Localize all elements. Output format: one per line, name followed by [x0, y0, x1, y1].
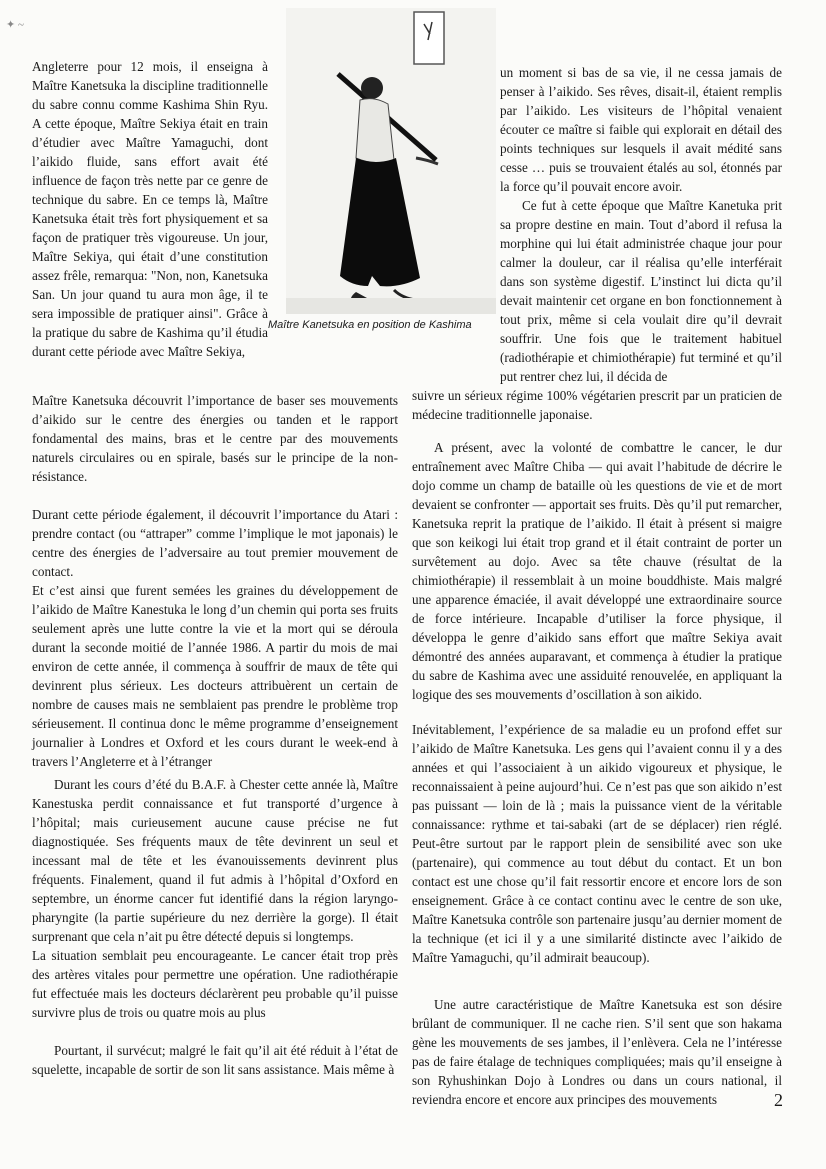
corner-mark: ✦ ~ — [6, 19, 24, 31]
page-number: 2 — [774, 1090, 783, 1110]
left-paragraph-4: Durant les cours d’été du B.A.F. à Chester cette année là, Maître Kanestuska perdit connaissance et fut transporté d’urgence à l’hôpital; mais curieusement aucune cause précise ne fut diagnostiquée. Ses fréquents maux de tête devinrent un seul et incessant mal de tête et les évanouissements devinrent plus fréquents. Finalement, quand il fut admis à l’hôpital d’Oxford en septembre, un énorme cancer fut identifié dans la région laryngo-pharyngite (la partie supérieure du nez derrière la gorge). Il était surprenant que cela n’ait pu être détecté depuis si longtemps. — [32, 777, 398, 944]
left-paragraph-6: Pourtant, il survécut; malgré le fait qu’il ait été réduit à l’état de squelette, incapable de sortir de son lit sans assistance. Mais même à — [32, 1043, 398, 1077]
left-paragraph-2: Durant cette période également, il découvrit l’importance du Atari : prendre contact (ou “attraper” comme l’implique le mot japonais) le centre des énergies de l’adversaire au tout premier mouvement de contact. — [32, 507, 398, 579]
left-paragraph-1b: Maître Kanetsuka découvrit l’importance de baser ses mouvements d’aikido sur le centre des énergies ou tanden et le rapport fondamental des mains, bras et le centre par des mouvements naturels circulaires ou en spirale, basés sur le principe de la non-résistance. — [32, 393, 398, 484]
photo-caption: Maître Kanetsuka en position de Kashima — [268, 319, 472, 331]
right-paragraph-1: un moment si bas de sa vie, il ne cessa jamais de penser à l’aikido. Ses rêves, disait-il, étaient remplis par l’aikido. Les visiteurs de l’hôpital venaient écouter ce maître si faible qui explorait en détail des points techniques sur lesquels il avait médité sans cesse … puis se trouvaient étalés au sol, étonnés par la force qu’il pouvait encore avoir. — [500, 65, 782, 194]
left-paragraph-5: La situation semblait peu encourageante. Le cancer était trop près des artères vitales pour permettre une opération. Une radiothérapie fut effectuée mais les docteurs déclarèrent peu probable qu’il puisse survivre plus de trois ou quatre mois au plus — [32, 948, 398, 1020]
right-paragraph-2: Ce fut à cette époque que Maître Kanetuka prit sa propre destine en main. Tout d’abord il refusa la morphine qui lui était administrée chaque jour pour calmer la douleur, car il réalisa qu’elle interférait dans son système digestif. L’instinct lui dicta qu’il devait maintenir cet organe en bon fonctionnement à tout prix, même si cela voulait dire qu’il devrait souffrir. Une fois que le traitement habituel (radiothérapie et chimiothérapie) fut terminé et qu’il put rentrer chez lui, il décida de suivre un sérieux régime 100% végétarien prescrit par un praticien de médecine traditionnelle japonaise. — [412, 198, 782, 422]
left-paragraph-1a: Angleterre pour 12 mois, il enseigna à Maître Kanetsuka la discipline traditionnelle du sabre connu comme Kashima Shin Ryu. A cette époque, Maître Sekiya était en train d’étudier avec Maître Yamaguchi, dont l’aikido fluide, sans effort avait été influence de façon très nette par ce genre de technique du sabre. En ce temps là, Maître Kanetsuka était très fort physiquement et sa façon de pratiquer très vigoureuse. Un jour, Maître Sekiya, qui était d’une constitution assez frêle, remarqua: "Non, non, Kanetsuka San. Un jour quand tu aura mon âge, il te sera impossible de pratiquer ainsi". Grâce à la pratique du sabre de Kashima qu’il étudia durant cette période avec Maître Sekiya, — [32, 59, 268, 359]
left-paragraph-3: Et c’est ainsi que furent semées les graines du développement de l’aikido de Maître Kanestuka le long d’un chemin qui porta ses fruits seulement après une lutte contre la vie et la mort qui se déroula durant la seconde moitié de l’année 1986. A partir du mois de mai environ de cette année, il commença à souffrir de maux de tête qui devinrent plus sérieux. Les docteurs attribuèrent un certain de nombre de causes mais ne semblaient pas prendre le problème trop sérieusement. Il continua donc le même programme d’enseignement journalier à Londres et Oxford et les cours durant le week-end à travers l’Angleterre et à l’étranger — [32, 583, 398, 769]
right-paragraph-3: A présent, avec la volonté de combattre le cancer, le dur entraînement avec Maître Chiba — qui avait l’habitude de décrire le dojo comme un champ de bataille où les questions de vie et de mort devaient se confronter — apportait ses fruits. Dès qu’il put remarcher, Kanetsuka reprit la pratique de l’aikido. Il était à présent si maigre que son keikogi lui était trop grand et il était contraint de porter un survêtement au dojo. Avec sa tête chauve (résultat de la chimiothérapie) il ressemblait à un moine bouddhiste. Mais malgré une apparence émaciée, il avait développé une extraordinaire source de force intérieure. Incapable d’utiliser la force physique, il développa le genre d’aikido sans effort que maître Sekiya avait démontré des années auparavant, et commença à étudier la pratique du sabre de Kashima avec une assiduité renouvelée, en appliquant la logique des ses mouvements d’oscillation à son aikido. — [412, 440, 782, 702]
right-paragraph-4: Inévitablement, l’expérience de sa maladie eu un profond effet sur l’aikido de Maître Kanetsuka. Les gens qui l’avaient connu il y a des années et qui l’associaient à un aikido vigoureux et physique, le reconnaissaient à peine aujourd’hui. Ce n’est pas que son aikido n’est pas puissant — loin de là ; mais la puissance vient de la véritable connaissance: rythme et tai-sabaki (art de se déplacer) rien réglé. Peut-être surtout par le rapport plein de sensibilité avec son uke (partenaire), qui commence au tout début du contact. Et un bon contact est une chose qu’il fait ressortir encore et encore lors de son enseignement. Grâce à ce contact continu avec le centre de son uke, Maître Kanetsuka contrôle son partenaire jusqu’au dernier moment de la technique (et ici il y a une similarité distincte avec l’aikido de Maître Yamaguchi, qu’il admirait beaucoup). — [412, 722, 782, 965]
right-paragraph-5: Une autre caractéristique de Maître Kanetsuka est son désire brûlant de communiquer. Il ne cache rien. S’il sent que son hakama gène les mouvements de ses jambes, il l’enlèvera. Cela ne l’intéresse pas de faire étalage de techniques compliquées; mais qu’il enseigne à son Ryhushinkan Dojo à Londres ou dans un cours national, il reviendra encore et encore aux principes des mouvements — [412, 997, 782, 1107]
